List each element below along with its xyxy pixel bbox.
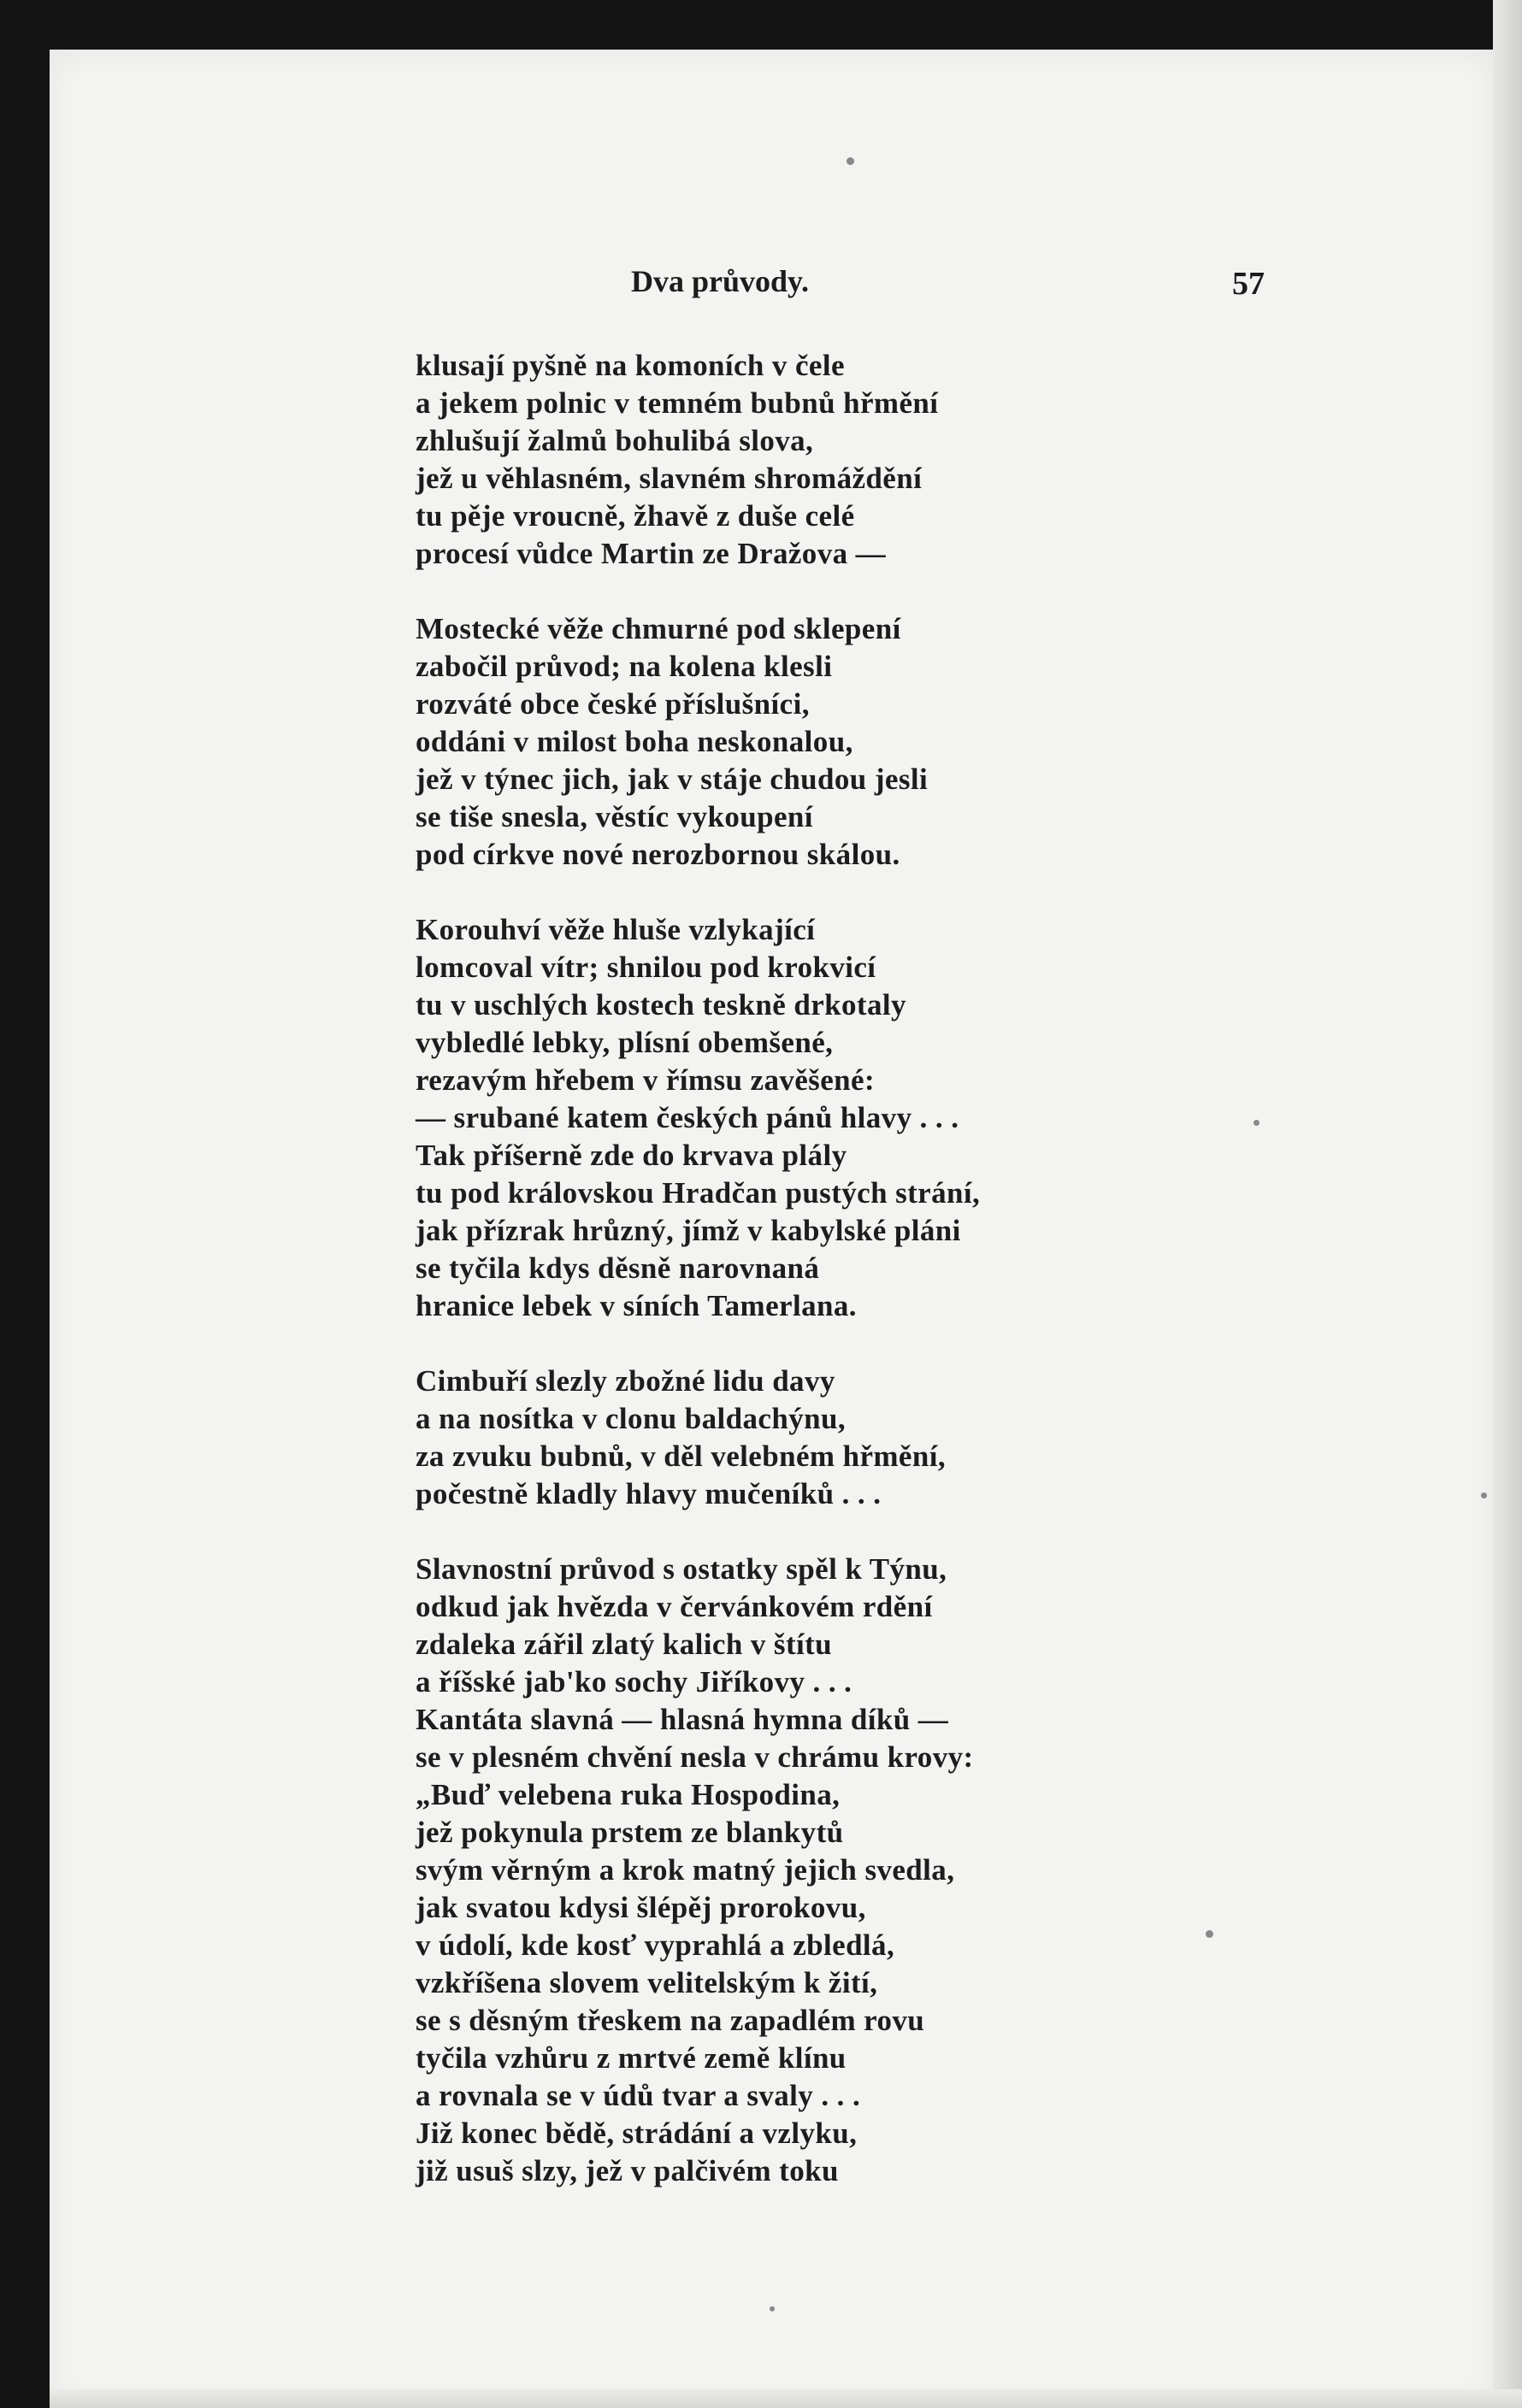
poem-line: rezavým hřebem v římsu zavěšené: <box>416 1063 875 1097</box>
poem-line: počestně kladly hlavy mučeníků . . . <box>416 1477 882 1510</box>
book-page <box>50 50 1495 2408</box>
paper-speck <box>1481 1492 1487 1498</box>
page-edge-right <box>1493 0 1522 2408</box>
poem-line: procesí vůdce Martin ze Dražova — <box>416 537 887 570</box>
stanza <box>416 1551 1356 2190</box>
poem-line: a jekem polnic v temném bubnů hřmění <box>416 386 939 420</box>
poem-line: jak přízrak hrůzný, jímž v kabylské pláni <box>416 1214 961 1247</box>
poem-line: již usuš slzy, jež v palčivém toku <box>416 2154 839 2187</box>
paper-speck <box>847 157 854 165</box>
poem-line: tyčila vzhůru z mrtvé země klínu <box>416 2041 847 2075</box>
poem-line: za zvuku bubnů, v děl velebném hřmění, <box>416 1440 947 1473</box>
running-title: Dva průvody. <box>631 264 810 298</box>
poem-line: lomcoval vítr; shnilou pod krokvicí <box>416 951 876 984</box>
poem-line: Již konec bědě, strádání a vzlyku, <box>416 2117 858 2150</box>
poem-line: zdaleka zářil zlatý kalich v štítu <box>416 1628 833 1661</box>
poem-line: a rovnala se v údů tvar a svaly . . . <box>416 2079 861 2112</box>
poem-line: — srubané katem českých pánů hlavy . . . <box>416 1101 959 1134</box>
poem-line: Kantáta slavná — hlasná hymna díků — <box>416 1703 949 1736</box>
poem-line: rozváté obce české příslušníci, <box>416 687 810 721</box>
paper-speck <box>1206 1930 1213 1938</box>
poem-line: zabočil průvod; na kolena klesli <box>416 650 833 683</box>
poem-line: vybledlé lebky, plísní obemšené, <box>416 1026 834 1059</box>
poem-line: zhlušují žalmů bohulibá slova, <box>416 424 814 457</box>
poem-line: „Buď velebena ruka Hospodina, <box>416 1778 841 1811</box>
poem-line: jež v týnec jich, jak v stáje chudou jesli <box>416 762 929 796</box>
poem-line: tu pod královskou Hradčan pustých strání, <box>416 1176 981 1210</box>
page-edge-bottom <box>50 2389 1522 2408</box>
paper-speck <box>770 2306 775 2311</box>
poem-line: a na nosítka v clonu baldachýnu, <box>416 1402 846 1435</box>
poem-line: klusají pyšně na komoních v čele <box>416 349 845 382</box>
poem-line: Cimbuří slezly zbožné lidu davy <box>416 1364 835 1398</box>
poem-line: se s děsným třeskem na zapadlém rovu <box>416 2004 925 2037</box>
poem-line: se v plesném chvění nesla v chrámu krovy: <box>416 1740 974 1774</box>
page-header <box>50 263 1495 306</box>
paper-speck <box>1254 1120 1259 1126</box>
poem-line: Korouhví věže hluše vzlykající <box>416 913 816 946</box>
poem-line: odkud jak hvězda v červánkovém rdění <box>416 1590 933 1623</box>
page-number: 57 <box>1232 266 1265 302</box>
poem-line: Tak příšerně zde do krvava plály <box>416 1139 847 1172</box>
poem-line: hranice lebek v síních Tamerlana. <box>416 1289 857 1322</box>
stanza <box>416 610 1356 874</box>
poem-line: tu v uschlých kostech teskně drkotaly <box>416 988 906 1021</box>
poem-body <box>416 347 1356 2228</box>
poem-line: vzkříšena slovem velitelským k žití, <box>416 1966 878 1999</box>
poem-line: jak svatou kdysi šlépěj prorokovu, <box>416 1891 866 1924</box>
poem-line: svým věrným a krok matný jejich svedla, <box>416 1853 955 1887</box>
poem-line: pod církve nové nerozbornou skálou. <box>416 838 900 871</box>
poem-line: jež u věhlasném, slavném shromáždění <box>416 462 923 495</box>
stanza <box>416 911 1356 1325</box>
poem-line: se tiše snesla, věstíc vykoupení <box>416 800 813 833</box>
stanza <box>416 1363 1356 1513</box>
poem-line: v údolí, kde kosť vyprahlá a zbledlá, <box>416 1928 895 1962</box>
poem-line: tu pěje vroucně, žhavě z duše celé <box>416 499 855 533</box>
poem-line: Mostecké věže chmurné pod sklepení <box>416 612 901 645</box>
poem-line: Slavnostní průvod s ostatky spěl k Týnu, <box>416 1552 947 1586</box>
poem-line: se tyčila kdys děsně narovnaná <box>416 1251 820 1285</box>
poem-line: jež pokynula prstem ze blankytů <box>416 1816 844 1849</box>
poem-line: oddáni v milost boha neskonalou, <box>416 725 853 758</box>
poem-line: a říšské jab'ko sochy Jiříkovy . . . <box>416 1665 852 1699</box>
stanza <box>416 347 1356 573</box>
